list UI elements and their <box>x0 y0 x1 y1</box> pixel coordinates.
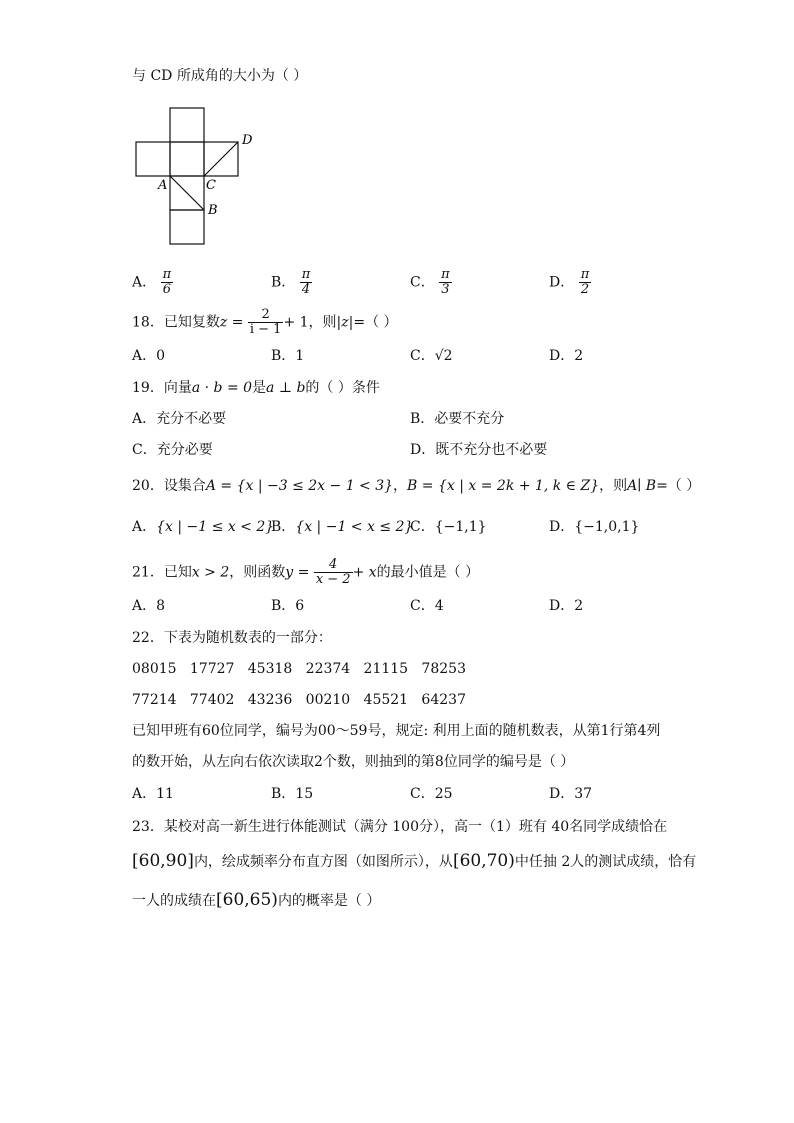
q19-mid: 是 <box>252 380 267 396</box>
q21-option-b[interactable] <box>271 596 304 616</box>
net-square-center <box>170 142 204 176</box>
q20-expression: A∣ B <box>627 478 657 494</box>
q18-option-d[interactable] <box>549 346 583 366</box>
option-label: D． <box>549 274 575 291</box>
net-square-top <box>170 108 204 142</box>
q22-stem: 22．下表为随机数表的一部分： <box>132 630 332 646</box>
option-label: D． <box>549 519 575 535</box>
option-label: C． <box>410 348 435 364</box>
q20-option-d[interactable] <box>549 517 639 537</box>
option-value: 2 <box>574 348 584 364</box>
q20-set-a: A = {x | −3 ≤ 2x − 1 < 3} <box>205 478 394 494</box>
q17-option-b[interactable] <box>271 268 312 297</box>
label-d: D <box>242 133 253 148</box>
q19-relation: a ⊥ b <box>266 380 306 396</box>
q18-abs-z: |z| <box>336 314 354 331</box>
segment-ab <box>170 176 204 210</box>
q19-option-d[interactable] <box>410 440 547 460</box>
q23-text-5: 内的概率是（ ） <box>277 893 381 909</box>
q19-condition: a · b = 0 <box>191 380 253 396</box>
option-value: 2 <box>574 598 584 614</box>
q19-prefix: 19．向量 <box>132 380 192 396</box>
q23-line-2 <box>132 851 696 872</box>
option-label: A． <box>132 274 157 291</box>
q23-interval-1: [60,90] <box>132 851 194 871</box>
q21-stem <box>132 558 479 587</box>
q20-option-b[interactable] <box>271 517 413 537</box>
q23-text-4: 一人的成绩在 <box>132 893 216 909</box>
random-table-row-1: 08015 17727 45318 22374 21115 78253 <box>132 661 466 677</box>
q17-option-c[interactable] <box>410 268 452 297</box>
frac-denominator: 4 <box>301 282 311 297</box>
q21-suffix: 的最小值是（ ） <box>376 564 480 581</box>
label-a: A <box>158 178 168 193</box>
frac-numerator: π <box>301 267 311 282</box>
option-value: 8 <box>156 598 166 614</box>
option-label: C． <box>410 274 435 291</box>
q18-plus: + 1 <box>283 314 309 331</box>
q20-mid: ，则 <box>599 478 628 494</box>
option-value: 充分不必要 <box>156 411 227 427</box>
q21-option-a[interactable] <box>132 596 165 616</box>
q20-separator: ， <box>393 478 408 494</box>
q18-prefix: 18．已知复数 <box>132 314 220 331</box>
q21-plus: + x <box>352 564 377 581</box>
option-value: 25 <box>434 786 453 802</box>
option-label: B． <box>271 519 296 535</box>
frac-denominator: 2 <box>580 282 590 297</box>
option-value: 0 <box>156 348 166 364</box>
q21-option-d[interactable] <box>549 596 583 616</box>
net-square-bottom <box>170 210 204 244</box>
option-value: {−1,0,1} <box>574 519 640 535</box>
frac-denominator: x − 2 <box>315 572 351 587</box>
q17-option-a[interactable] <box>132 268 173 297</box>
option-label: B． <box>271 786 296 802</box>
option-label: D． <box>549 786 575 802</box>
q20-suffix: =（ ） <box>656 478 701 494</box>
option-label: B． <box>410 411 435 427</box>
q22-option-d[interactable] <box>549 784 592 804</box>
option-value: 充分必要 <box>156 442 213 458</box>
q23-text-1: 23．某校对高一新生进行体能测试（满分 100分），高一（1）班有 40名同学成绩恰在 <box>132 819 668 835</box>
q20-stem <box>132 476 700 496</box>
q19-suffix: 的（ ）条件 <box>305 380 380 396</box>
option-label: C． <box>410 519 435 535</box>
q23-text-3: 中任抽 2人的测试成绩，恰有 <box>514 854 697 870</box>
net-square-left <box>136 142 170 176</box>
q22-option-c[interactable] <box>410 784 453 804</box>
option-value: √2 <box>434 348 453 364</box>
label-b: B <box>208 203 218 218</box>
q20-option-a[interactable] <box>132 517 274 537</box>
q19-option-c[interactable] <box>132 440 213 460</box>
segment-cd <box>204 142 238 176</box>
q18-suffix: =（ ） <box>353 314 398 331</box>
q21-y-eq: y = <box>285 564 310 581</box>
option-value: 4 <box>434 598 444 614</box>
frac-numerator: 4 <box>314 558 353 573</box>
q19-stem <box>132 378 380 398</box>
option-value: 必要不充分 <box>434 411 505 427</box>
option-label: C． <box>410 598 435 614</box>
frac-denominator: 3 <box>441 282 450 297</box>
q22-text-2: 的数开始，从左向右依次读取2个数，则抽到的第8位同学的编号是（ ） <box>132 754 575 770</box>
option-label: A． <box>132 598 157 614</box>
option-label: D． <box>410 442 436 458</box>
option-label: A． <box>132 348 157 364</box>
q18-mid: ，则 <box>308 314 337 331</box>
label-c: C <box>206 178 216 193</box>
option-value: {−1,1} <box>434 519 487 535</box>
option-value: 既不充分也不必要 <box>435 442 548 458</box>
q23-interval-3: [60,65) <box>216 890 278 910</box>
option-value: 15 <box>295 786 314 802</box>
q18-stem <box>132 308 398 337</box>
q21-condition: x > 2 <box>191 564 230 581</box>
cube-net-figure <box>132 106 262 248</box>
option-value: 11 <box>156 786 174 802</box>
q21-prefix: 21．已知 <box>132 564 192 581</box>
frac-numerator: π <box>580 267 590 282</box>
option-label: B． <box>271 348 296 364</box>
q22-option-b[interactable] <box>271 784 313 804</box>
option-label: D． <box>549 348 575 364</box>
q17-option-d[interactable] <box>549 268 591 297</box>
q20-prefix: 20．设集合 <box>132 478 206 494</box>
option-label: B． <box>271 598 296 614</box>
frac-numerator: π <box>441 267 450 282</box>
q19-option-b[interactable] <box>410 409 504 429</box>
random-table-row-2: 77214 77402 43236 00210 45521 64237 <box>132 692 466 708</box>
frac-denominator: i − 1 <box>249 322 282 337</box>
option-value: {x | −1 ≤ x < 2} <box>156 519 275 535</box>
q20-set-b: B = {x | x = 2k + 1, k ∈ Z} <box>407 478 600 494</box>
q18-option-c[interactable] <box>410 346 453 366</box>
option-label: B． <box>271 274 296 291</box>
q23-text-2: 内，绘成频率分布直方图（如图所示），从 <box>193 854 453 870</box>
option-label: A． <box>132 519 157 535</box>
frac-numerator: 2 <box>248 308 284 323</box>
q19-option-a[interactable] <box>132 409 226 429</box>
q20-option-c[interactable] <box>410 517 487 537</box>
q17-stem: 与 CD 所成角的大小为（ ） <box>132 68 308 84</box>
q18-option-b[interactable] <box>271 346 304 366</box>
q23-interval-2: [60,70) <box>452 851 515 871</box>
option-label: C． <box>132 442 157 458</box>
q22-option-a[interactable] <box>132 784 174 804</box>
q21-option-c[interactable] <box>410 596 444 616</box>
q18-z-eq: z = <box>219 314 244 331</box>
q21-mid: ，则函数 <box>229 564 286 581</box>
q18-option-a[interactable] <box>132 346 165 366</box>
option-value: 1 <box>295 348 305 364</box>
frac-denominator: 6 <box>162 282 171 297</box>
option-label: C． <box>410 786 435 802</box>
option-label: A． <box>132 411 157 427</box>
q22-text-1: 已知甲班有60位同学，编号为00～59号，规定: 利用上面的随机数表，从第1行第4列 <box>132 723 661 739</box>
option-value: 6 <box>295 598 305 614</box>
option-value: 37 <box>574 786 593 802</box>
frac-numerator: π <box>162 267 172 282</box>
option-label: D． <box>549 598 575 614</box>
option-label: A． <box>132 786 157 802</box>
option-value: {x | −1 < x ≤ 2} <box>295 519 414 535</box>
q23-line-3 <box>132 890 380 911</box>
